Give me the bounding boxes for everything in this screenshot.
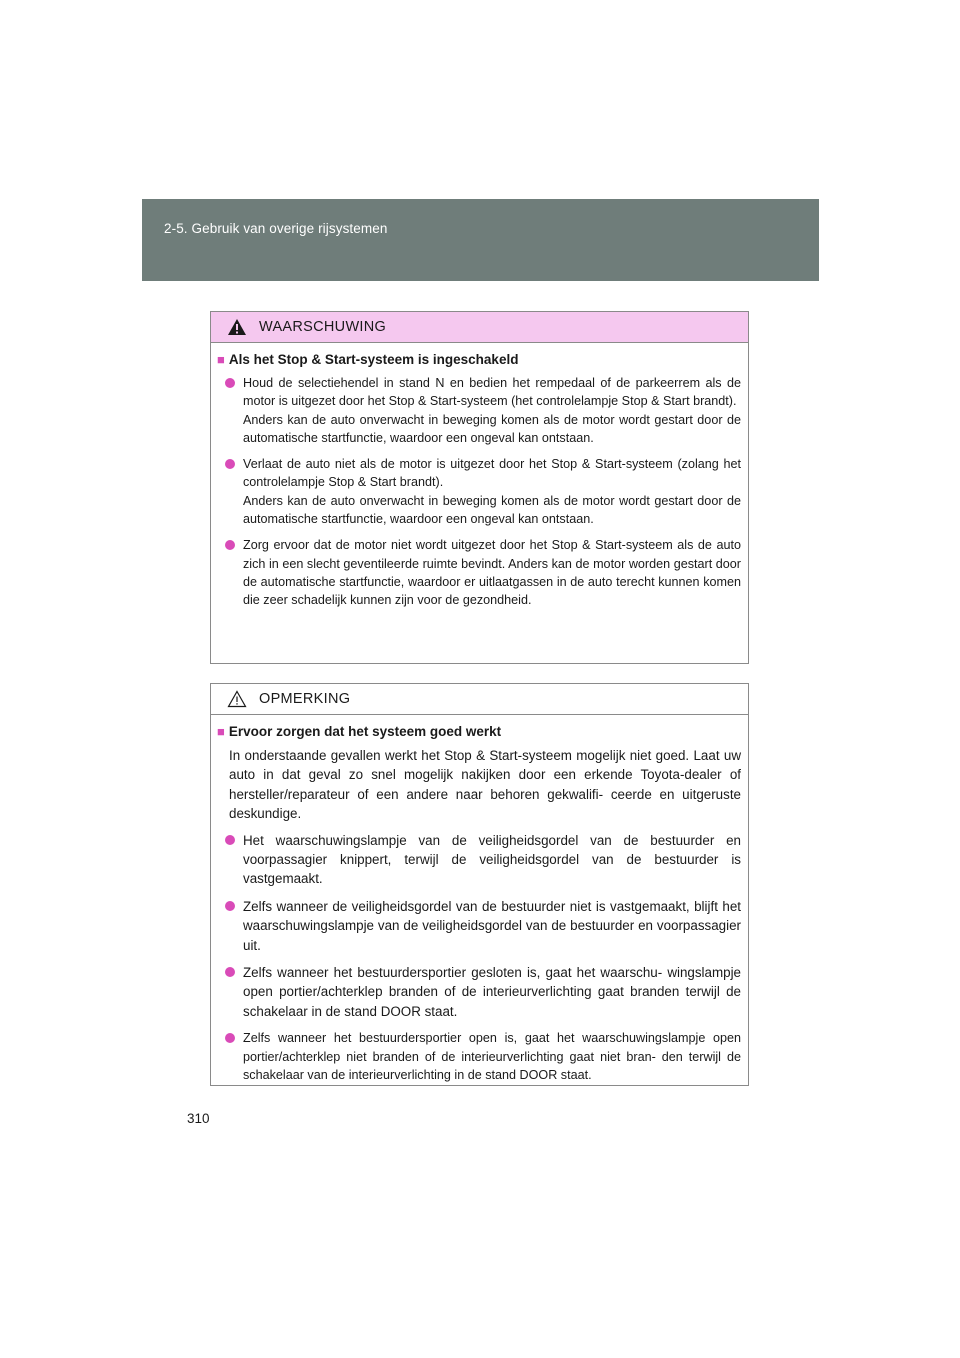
notice-item bbox=[217, 897, 741, 955]
notice-body bbox=[211, 715, 748, 1084]
warning-body bbox=[211, 343, 748, 610]
notice-header bbox=[211, 684, 748, 715]
bullet-icon bbox=[225, 540, 235, 550]
notice-item-text: Zelfs wanneer het bestuurdersportier gesloten is, gaat het waarschu- wingslampje open portier/achterklep branden of de interieurverlichting gaat branden terwijl de schakelaar in de stand DOOR staat. bbox=[243, 965, 741, 1019]
bullet-icon bbox=[225, 835, 235, 845]
notice-title: OPMERKING bbox=[259, 691, 351, 707]
warning-item-para: Houd de selectiehendel in stand N en bedien het rempedaal of de parkeerrem als de motor is uitgezet door het Stop & Start-systeem (het controlelampje Stop & Start brandt). bbox=[243, 376, 741, 409]
warning-item-para: Anders kan de auto onverwacht in beweging komen als de motor wordt gestart door de automatische startfunctie, waardoor een ongeval kan ontstaan. bbox=[243, 493, 741, 527]
notice-box bbox=[210, 683, 749, 1086]
notice-item-text: Het waarschuwingslampje van de veiligheidsgordel van de bestuurder en voorpassagier knippert, terwijl de veiligheidsgordel van de bestuurder is vastgemaakt. bbox=[243, 832, 741, 887]
bullet-icon bbox=[225, 1033, 235, 1043]
bullet-icon bbox=[225, 459, 235, 469]
notice-item bbox=[217, 831, 741, 889]
section-title: 2-5. Gebruik van overige rijsystemen bbox=[164, 221, 388, 236]
warning-box bbox=[210, 311, 749, 664]
bullet-icon bbox=[225, 967, 235, 977]
warning-section-title: Als het Stop & Start-systeem is ingeschakeld bbox=[228, 352, 519, 367]
warning-item bbox=[217, 374, 741, 447]
page-number: 310 bbox=[187, 1111, 210, 1126]
notice-section-title: Ervoor zorgen dat het systeem goed werkt bbox=[228, 724, 502, 739]
warning-item-para: Zorg ervoor dat de motor niet wordt uitgezet door het Stop & Start-systeem als de auto zich in een slecht geventileerde ruimte bevindt. Anders kan de motor worden gestart door de automatische startfunctie, waardoor er uitlaatgassen in de auto terecht kunnen komen die zeer schadelijk kunnen zijn voor de gezondheid. bbox=[243, 538, 741, 608]
warning-header bbox=[211, 312, 748, 343]
square-bullet-icon: ■ bbox=[217, 352, 225, 367]
warning-section-heading bbox=[217, 351, 741, 368]
notice-intro: In onderstaande gevallen werkt het Stop & Start-systeem mogelijk niet goed. Laat uw auto in dat geval zo snel mogelijk nakijken door een erkende Toyota-dealer of hersteller/reparateur of een andere naar behoren gekwalifi- ceerde en uitgeruste deskundige. bbox=[229, 748, 741, 822]
warning-item-para: Anders kan de auto onverwacht in beweging komen als de motor wordt gestart door de automatische startfunctie, waardoor een ongeval kan ontstaan. bbox=[243, 412, 741, 445]
warning-item bbox=[217, 455, 741, 528]
warning-item-para: Verlaat de auto niet als de motor is uitgezet door het Stop & Start-systeem (zolang het controlelampje Stop & Start brandt). bbox=[243, 457, 741, 490]
square-bullet-icon: ■ bbox=[217, 724, 225, 739]
notice-item-text: Zelfs wanneer het bestuurdersportier open is, gaat het waarschuwingslampje open portier/achterklep niet branden of de interieurverlichting gaat niet bran- den terwijl de schakelaar van de interieurverlichting in de stand DOOR staat. bbox=[243, 1031, 741, 1082]
header-band bbox=[142, 199, 819, 281]
notice-section-heading bbox=[217, 723, 741, 740]
bullet-icon bbox=[225, 901, 235, 911]
notice-item bbox=[217, 1029, 741, 1084]
warning-icon bbox=[227, 318, 247, 336]
bullet-icon bbox=[225, 378, 235, 388]
notice-item bbox=[217, 963, 741, 1021]
notice-item-text: Zelfs wanneer de veiligheidsgordel van de bestuurder niet is vastgemaakt, blijft het waarschuwingslampje van de veiligheidsgordel van de bestuurder en voorpassagier uit. bbox=[243, 898, 741, 953]
warning-title: WAARSCHUWING bbox=[259, 319, 387, 335]
caution-outline-icon bbox=[227, 690, 247, 708]
warning-item bbox=[217, 536, 741, 609]
warning-item-text bbox=[243, 536, 741, 609]
warning-item-text bbox=[243, 455, 741, 528]
warning-item-text bbox=[243, 374, 741, 447]
